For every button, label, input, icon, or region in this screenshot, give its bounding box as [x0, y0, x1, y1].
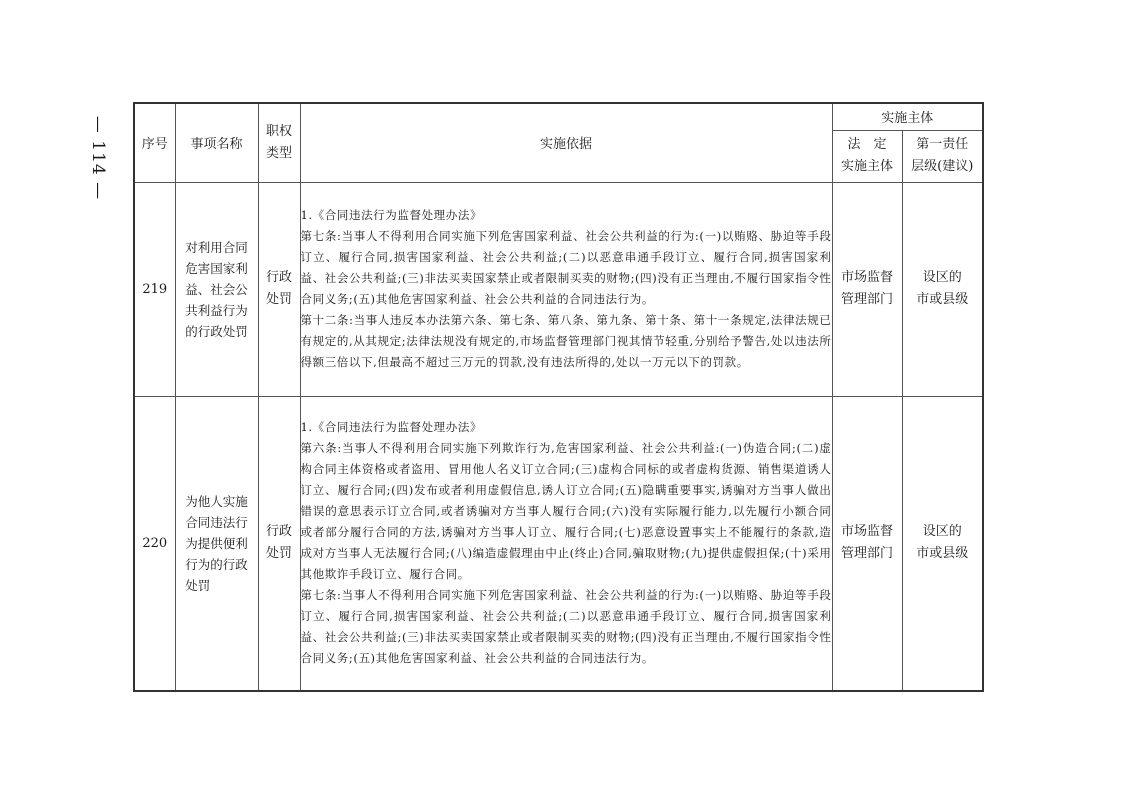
row-level: [902, 182, 983, 396]
row-subject-line: 市场监督: [840, 524, 893, 540]
row-name-line: 合同违法行: [185, 514, 248, 530]
row-level-line: 市或县级: [916, 546, 969, 562]
row-name-line: 对利用合同: [185, 239, 248, 255]
header-seq: 序号: [134, 103, 175, 182]
header-legal-line2: 实施主体: [840, 159, 893, 174]
row-seq: 220: [134, 396, 175, 691]
row-subject: [832, 396, 902, 691]
row-level: [902, 396, 983, 691]
row-name-line: 益、社会公: [185, 281, 248, 297]
row-name-line: 处罚: [185, 577, 211, 593]
page-number-text: — 114 —: [88, 115, 109, 201]
basis-paragraph: 第七条:当事人不得利用合同实施下列危害国家利益、社会公共利益的行为:(一)以贿赂、胁迫等手段订立、履行合同,损害国家利益、社会公共利益;(二)以恶意串通手段订立、履行合同,损害国家利益、社会公共利益;(三)非法买卖国家禁止或者限制买卖的财物;(四)没有正当理由,不履行国家指令性合同义务;(五)其他危害国家利益、社会公共利益的合同违法行为。: [300, 588, 832, 666]
basis-paragraph: 1.《合同违法行为监督处理办法》: [300, 208, 483, 222]
row-level-line: 市或县级: [916, 292, 969, 307]
table-row: [134, 396, 983, 691]
row-name-line: 危害国家利: [185, 260, 248, 276]
header-level-line1: 第一责任: [916, 137, 969, 152]
row-name-line: 为他人实施: [185, 493, 248, 509]
row-type: [258, 182, 300, 396]
row-name-line: 共利益行为: [185, 302, 248, 318]
header-basis: 实施依据: [300, 103, 832, 182]
header-type-line2: 类型: [265, 145, 292, 161]
basis-paragraph: 第六条:当事人不得利用合同实施下列欺诈行为,危害国家利益、社会公共利益:(一)伪造合同;(二)虚构合同主体资格或者盗用、冒用他人名义订立合同;(三)虚构合同标的或者虚构货源、销售渠道诱人订立、履行合同;(四)发布或者利用虚假信息,诱人订立合同;(五)隐瞒重要事实,诱骗对方当事人做出错误的意思表示订立合同,或者诱骗对方当事人履行合同;(六)没有实际履行能力,以先履行小额合同或者部分履行合同的方法,诱骗对方当事人订立、履行合同;(七)恶意设置事实上不能履行的条款,造成对方当事人无法履行合同;(八)编造虚假理由中止(终止)合同,骗取财物;(九)提供虚假担保;(十)采用其他欺诈手段订立、履行合同。: [300, 441, 832, 582]
row-name-line: 为提供便利: [185, 535, 248, 551]
basis-paragraph: 第十二条:当事人违反本办法第六条、第七条、第八条、第九条、第十条、第十一条规定,法律法规已有规定的,从其规定;法律法规没有规定的,市场监督管理部门视其情节轻重,分别给予警告,处以违法所得额三倍以下,但最高不超过三万元的罚款,没有违法所得的,处以一万元以下的罚款。: [300, 313, 832, 369]
header-type-line1: 职权: [265, 123, 292, 139]
header-name: 事项名称: [175, 103, 258, 182]
enforcement-table: [133, 102, 984, 692]
row-name: [175, 396, 258, 691]
basis-paragraph: 1.《合同违法行为监督处理办法》: [300, 420, 483, 435]
page-number: [86, 115, 110, 201]
row-subject-line: 市场监督: [840, 270, 893, 285]
row-type-line: 行政: [265, 270, 292, 285]
basis-paragraph: 第七条:当事人不得利用合同实施下列危害国家利益、社会公共利益的行为:(一)以贿赂、胁迫等手段订立、履行合同,损害国家利益、社会公共利益;(二)以恶意串通手段订立、履行合同,损害国家利益、社会公共利益;(三)非法买卖国家禁止或者限制买卖的财物;(四)没有正当理由,不履行国家指令性合同义务;(五)其他危害国家利益、社会公共利益的合同违法行为。: [300, 229, 832, 306]
header-legal-line1: 法 定: [847, 137, 887, 152]
header-legal-subject: [832, 130, 902, 182]
row-subject-line: 管理部门: [840, 292, 893, 307]
row-seq: 219: [134, 182, 175, 396]
row-basis: [300, 396, 832, 691]
header-level-line2: 层级(建议): [911, 159, 974, 174]
row-name-line: 的行政处罚: [185, 323, 248, 339]
row-subject: [832, 182, 902, 396]
row-level-line: 设区的: [922, 270, 962, 285]
table-row: [134, 182, 983, 396]
row-type-line: 行政: [265, 524, 292, 540]
header-level: [902, 130, 983, 182]
row-name: [175, 182, 258, 396]
header-type: [258, 103, 300, 182]
row-name-line: 行为的行政: [185, 556, 248, 572]
row-type-line: 处罚: [265, 546, 292, 562]
row-subject-line: 管理部门: [840, 546, 893, 562]
row-type-line: 处罚: [265, 292, 292, 307]
header-subject: 实施主体: [832, 103, 983, 130]
row-type: [258, 396, 300, 691]
row-level-line: 设区的: [922, 524, 962, 540]
row-basis: [300, 182, 832, 396]
